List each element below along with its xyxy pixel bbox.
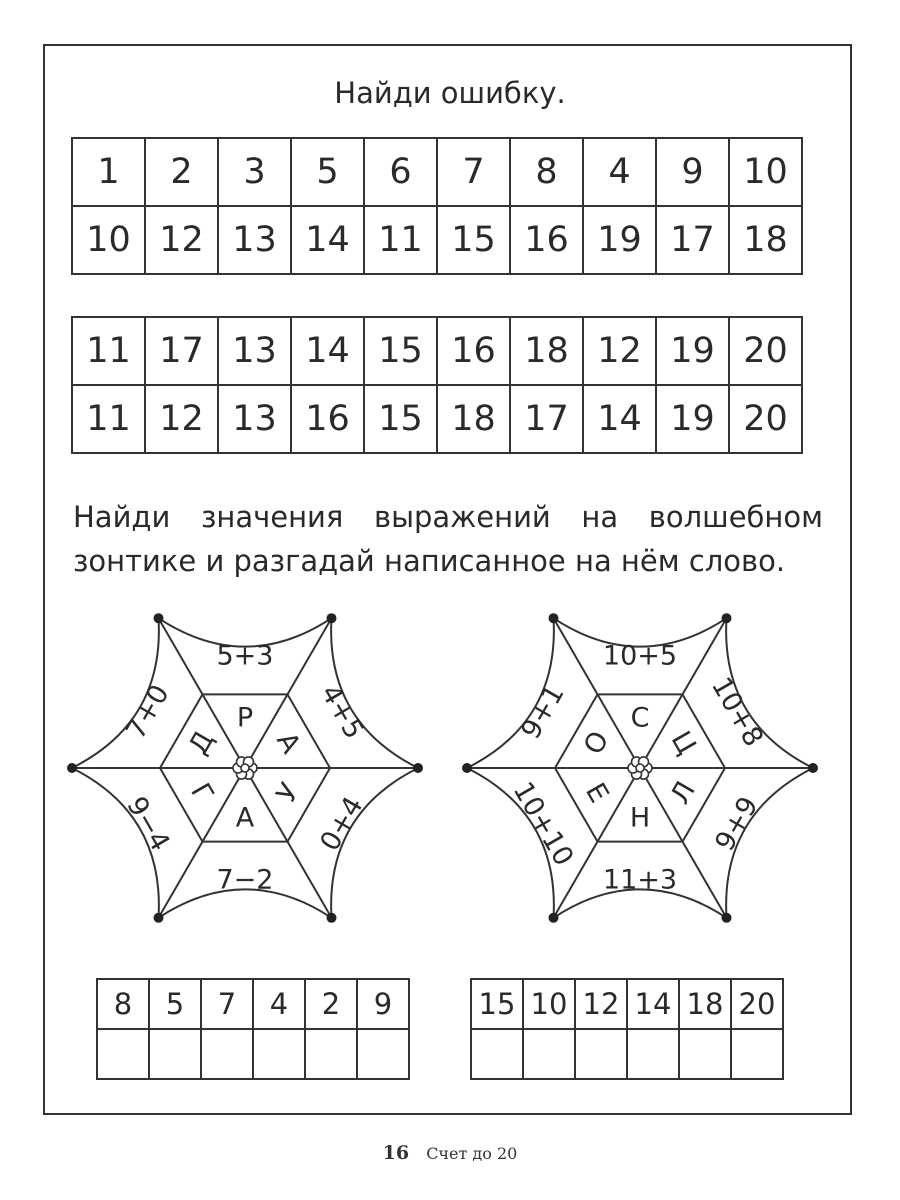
table-cell: 16	[291, 385, 364, 453]
answer-number-cell: 5	[149, 979, 201, 1029]
table-cell: 19	[656, 317, 729, 385]
table-cell: 17	[656, 206, 729, 274]
table-cell: 17	[145, 317, 218, 385]
table-row	[72, 138, 802, 206]
page-number: 16	[382, 1142, 410, 1164]
table-cell: 15	[437, 206, 510, 274]
answer-blank-cell[interactable]	[97, 1029, 149, 1079]
umbrella-expression: 7−2	[216, 864, 274, 896]
table-row	[72, 385, 802, 453]
table-cell: 11	[72, 385, 145, 453]
number-table-2	[71, 316, 803, 454]
answer-number-cell: 18	[679, 979, 731, 1029]
rib-tip-dot	[549, 613, 559, 623]
umbrella-expression: 10+10	[506, 776, 580, 872]
rib-tip-dot	[808, 763, 818, 773]
table-cell: 14	[291, 206, 364, 274]
table-cell: 20	[729, 317, 802, 385]
rib-tip-dot	[549, 913, 559, 923]
table-cell: 11	[364, 206, 437, 274]
page-footer	[0, 1142, 900, 1164]
table-cell: 1	[72, 138, 145, 206]
umbrella-letter: Ц	[664, 726, 702, 760]
umbrella-expression: 0+4	[314, 791, 370, 857]
table-cell: 14	[583, 385, 656, 453]
table-cell: 10	[729, 138, 802, 206]
answer-blank-cell[interactable]	[305, 1029, 357, 1079]
umbrella-letter: А	[235, 802, 255, 834]
umbrella-left	[55, 610, 435, 930]
table-cell: 4	[583, 138, 656, 206]
table-cell: 13	[218, 317, 291, 385]
table-cell: 15	[364, 317, 437, 385]
umbrella-expression: 11+3	[602, 864, 678, 896]
table-cell: 6	[364, 138, 437, 206]
umbrella-letter: Г	[184, 778, 220, 808]
rib-tip-dot	[67, 763, 77, 773]
table-cell: 14	[291, 317, 364, 385]
table-cell: 19	[656, 385, 729, 453]
answer-number-cell: 10	[523, 979, 575, 1029]
umbrella-expression: 4+5	[314, 679, 370, 745]
answer-number-cell: 20	[731, 979, 783, 1029]
table-cell: 16	[510, 206, 583, 274]
table-cell: 20	[729, 385, 802, 453]
instruction-line-1: Найди значения выражений на волшебном	[73, 500, 823, 534]
table-cell: 10	[72, 206, 145, 274]
rib-tip-dot	[154, 913, 164, 923]
table-cell: 12	[145, 206, 218, 274]
answer-blank-cell[interactable]	[357, 1029, 409, 1079]
answer-blank-cell[interactable]	[575, 1029, 627, 1079]
answer-blank-cell[interactable]	[471, 1029, 523, 1079]
task2-instruction	[73, 495, 823, 583]
rib-tip-dot	[722, 613, 732, 623]
table-cell: 19	[583, 206, 656, 274]
umbrella-letter: Н	[629, 802, 651, 834]
running-title: Счет до 20	[426, 1144, 518, 1163]
answer-number-cell: 4	[253, 979, 305, 1029]
table-cell: 11	[72, 317, 145, 385]
table-cell: 3	[218, 138, 291, 206]
answer-blank-cell[interactable]	[679, 1029, 731, 1079]
table-row	[72, 206, 802, 274]
table-cell: 13	[218, 385, 291, 453]
table-cell: 18	[437, 385, 510, 453]
answer-number-cell: 15	[471, 979, 523, 1029]
umbrella-expression: 5+3	[216, 640, 274, 672]
answer-blank-cell[interactable]	[731, 1029, 783, 1079]
rib-tip-dot	[413, 763, 423, 773]
answer-number-cell: 9	[357, 979, 409, 1029]
umbrella-expression: 10+8	[705, 672, 769, 752]
answer-number-row	[471, 979, 783, 1029]
table-cell: 2	[145, 138, 218, 206]
umbrella-letter: У	[270, 778, 306, 808]
table-cell: 13	[218, 206, 291, 274]
umbrella-letter: О	[577, 726, 616, 760]
answer-blank-cell[interactable]	[201, 1029, 253, 1079]
rib-tip-dot	[154, 613, 164, 623]
answer-table-right	[470, 978, 784, 1080]
umbrella-letter: А	[270, 727, 307, 759]
table-cell: 15	[364, 385, 437, 453]
table-cell: 18	[510, 317, 583, 385]
table-cell: 16	[437, 317, 510, 385]
umbrella-letter: С	[630, 702, 650, 734]
umbrella-expression: 10+5	[602, 640, 678, 672]
umbrella-expression: 7+0	[120, 679, 176, 745]
rib-tip-dot	[327, 613, 337, 623]
table-cell: 7	[437, 138, 510, 206]
table-cell: 9	[656, 138, 729, 206]
umbrella-expression: 9+1	[515, 679, 571, 745]
answer-blank-cell[interactable]	[149, 1029, 201, 1079]
umbrella-expression: 9+9	[709, 791, 765, 857]
flower-icon	[233, 757, 257, 779]
answer-blank-cell[interactable]	[523, 1029, 575, 1079]
umbrella-letter: Р	[236, 702, 254, 734]
umbrella-letter: Д	[183, 726, 221, 760]
answer-number-cell: 8	[97, 979, 149, 1029]
umbrella-expression: 9−4	[120, 791, 176, 857]
umbrella-letter: Е	[579, 777, 615, 809]
umbrella-right	[450, 610, 830, 930]
rib-tip-dot	[327, 913, 337, 923]
answer-table-left	[96, 978, 410, 1080]
rib-tip-dot	[722, 913, 732, 923]
answer-number-row	[97, 979, 409, 1029]
table-cell: 17	[510, 385, 583, 453]
answer-blank-row	[471, 1029, 783, 1079]
flower-icon	[628, 757, 652, 779]
umbrella-letter: Л	[664, 776, 702, 810]
rib-tip-dot	[462, 763, 472, 773]
answer-blank-row	[97, 1029, 409, 1079]
answer-number-cell: 7	[201, 979, 253, 1029]
answer-number-cell: 2	[305, 979, 357, 1029]
table-cell: 8	[510, 138, 583, 206]
answer-number-cell: 14	[627, 979, 679, 1029]
table-cell: 12	[583, 317, 656, 385]
answer-number-cell: 12	[575, 979, 627, 1029]
number-table-1	[71, 137, 803, 275]
table-cell: 5	[291, 138, 364, 206]
task1-title: Найди ошибку.	[334, 76, 566, 110]
instruction-line-2: зонтике и разгадай написанное на нём слово.	[73, 544, 786, 578]
answer-blank-cell[interactable]	[253, 1029, 305, 1079]
table-row	[72, 317, 802, 385]
table-cell: 12	[145, 385, 218, 453]
table-cell: 18	[729, 206, 802, 274]
answer-blank-cell[interactable]	[627, 1029, 679, 1079]
